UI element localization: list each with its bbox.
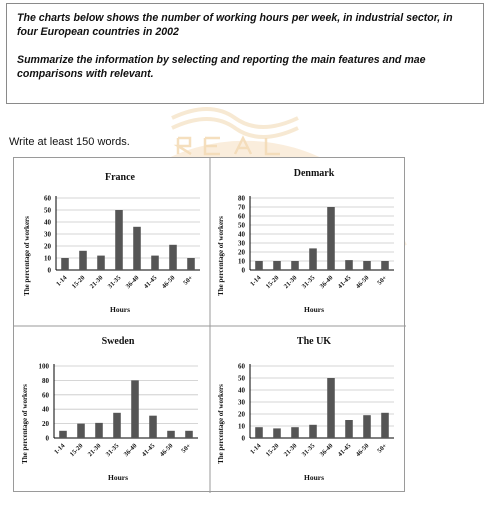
chart-1 [23, 172, 200, 314]
y-tick-label: 80 [238, 194, 245, 203]
y-tick-label: 70 [238, 203, 245, 212]
x-tick-label: 36-40 [318, 442, 335, 459]
x-tick-label: 31-35 [300, 274, 317, 291]
chart-title: Sweden [101, 336, 135, 347]
task-line-1: The charts below shows the number of working hours per week, in industrial sector, in [17, 12, 453, 24]
bar [291, 261, 299, 270]
bar [59, 431, 67, 438]
x-axis-label: Hours [303, 305, 325, 314]
bar [309, 425, 317, 438]
x-tick-label: 41-45 [140, 442, 157, 459]
x-tick-label: 41-45 [336, 274, 353, 291]
x-tick-label: 1-14 [249, 442, 263, 456]
y-tick-label: 30 [44, 230, 51, 239]
x-tick-label: 1-14 [249, 274, 263, 288]
bar [345, 420, 353, 438]
bar [327, 378, 335, 438]
y-tick-label: 0 [241, 434, 245, 443]
y-tick-label: 60 [238, 212, 245, 221]
y-tick-label: 20 [238, 248, 245, 257]
y-tick-label: 20 [238, 410, 245, 419]
bar [345, 260, 353, 270]
x-tick-label: 46-50 [354, 442, 371, 459]
bar [115, 210, 123, 270]
bar [309, 248, 317, 270]
y-tick-label: 10 [238, 257, 245, 266]
bar [273, 428, 281, 438]
bar [381, 261, 389, 270]
y-tick-label: 20 [44, 242, 51, 251]
bar [113, 413, 121, 438]
y-tick-label: 100 [38, 362, 49, 371]
bar [327, 207, 335, 270]
bar [255, 261, 263, 270]
bar [131, 380, 139, 438]
x-tick-label: 36-40 [122, 442, 139, 459]
y-axis-label: The percentage of workers [21, 384, 29, 464]
x-tick-label: 46-50 [354, 274, 371, 291]
y-tick-label: 0 [45, 434, 49, 443]
task-line-2: four European countries in 2002 [17, 25, 179, 38]
x-tick-label: 36-40 [124, 274, 141, 291]
x-tick-label: 21-30 [88, 274, 105, 291]
y-tick-label: 0 [47, 266, 51, 275]
y-tick-label: 20 [42, 420, 49, 429]
x-tick-label: 21-30 [282, 442, 299, 459]
x-tick-label: 15-20 [264, 274, 281, 291]
y-tick-label: 40 [238, 386, 245, 395]
x-axis-label: Hours [303, 473, 325, 482]
x-tick-label: 31-35 [300, 442, 317, 459]
y-tick-label: 60 [238, 362, 245, 371]
x-axis-label: Hours [109, 305, 131, 314]
x-tick-label: 50+ [182, 274, 195, 287]
chart-title: The UK [296, 336, 332, 347]
task-line-3: Summarize the information by selecting and reporting the main features and mae [17, 54, 426, 66]
bar [61, 258, 69, 270]
bar [185, 431, 193, 438]
y-tick-label: 30 [238, 398, 245, 407]
x-tick-label: 31-35 [104, 442, 121, 459]
bar [273, 261, 281, 270]
bar [79, 251, 87, 270]
x-tick-label: 21-30 [282, 274, 299, 291]
chart-2 [217, 168, 394, 314]
y-axis-label: The percentage of workers [23, 216, 31, 296]
x-tick-label: 46-50 [160, 274, 177, 291]
chart-3 [21, 336, 198, 482]
x-tick-label: 41-45 [142, 274, 159, 291]
y-tick-label: 0 [241, 266, 245, 275]
task-prompt-box [6, 3, 484, 104]
x-tick-label: 21-30 [86, 442, 103, 459]
x-tick-label: 50+ [376, 274, 389, 287]
chart-4 [217, 336, 394, 482]
bar [363, 415, 371, 438]
y-tick-label: 40 [44, 218, 51, 227]
chart-title: Denmark [293, 168, 335, 179]
x-axis-label: Hours [107, 473, 129, 482]
y-tick-label: 10 [238, 422, 245, 431]
bar [97, 256, 105, 270]
x-tick-label: 15-20 [264, 442, 281, 459]
y-tick-label: 50 [44, 206, 51, 215]
y-tick-label: 10 [44, 254, 51, 263]
bar [151, 256, 159, 270]
bar [381, 413, 389, 438]
y-tick-label: 30 [238, 239, 245, 248]
bar [77, 424, 85, 438]
y-tick-label: 50 [238, 221, 245, 230]
bar [167, 431, 175, 438]
word-count-instruction: Write at least 150 words. [9, 136, 130, 148]
bar [95, 423, 103, 438]
x-tick-label: 15-20 [70, 274, 87, 291]
bar [133, 227, 141, 270]
bar [363, 261, 371, 270]
chart-title: France [105, 172, 135, 183]
bar [291, 427, 299, 438]
y-tick-label: 60 [42, 391, 49, 400]
x-tick-label: 41-45 [336, 442, 353, 459]
y-tick-label: 80 [42, 376, 49, 385]
chart-grid [13, 157, 405, 492]
y-axis-label: The percentage of workers [217, 384, 225, 464]
x-tick-label: 1-14 [55, 274, 69, 288]
x-tick-label: 50+ [376, 442, 389, 455]
bar [149, 416, 157, 438]
y-tick-label: 50 [238, 374, 245, 383]
task-line-4: comparisons with relevant. [17, 67, 154, 80]
charts-svg [14, 158, 406, 493]
x-tick-label: 31-35 [106, 274, 123, 291]
y-tick-label: 40 [42, 405, 49, 414]
y-tick-label: 60 [44, 194, 51, 203]
y-tick-label: 40 [238, 230, 245, 239]
x-tick-label: 50+ [180, 442, 193, 455]
bar [187, 258, 195, 270]
bar [255, 427, 263, 438]
x-tick-label: 36-40 [318, 274, 335, 291]
bar [169, 245, 177, 270]
x-tick-label: 46-50 [158, 442, 175, 459]
x-tick-label: 15-20 [68, 442, 85, 459]
x-tick-label: 1-14 [53, 442, 67, 456]
y-axis-label: The percentage of workers [217, 216, 225, 296]
